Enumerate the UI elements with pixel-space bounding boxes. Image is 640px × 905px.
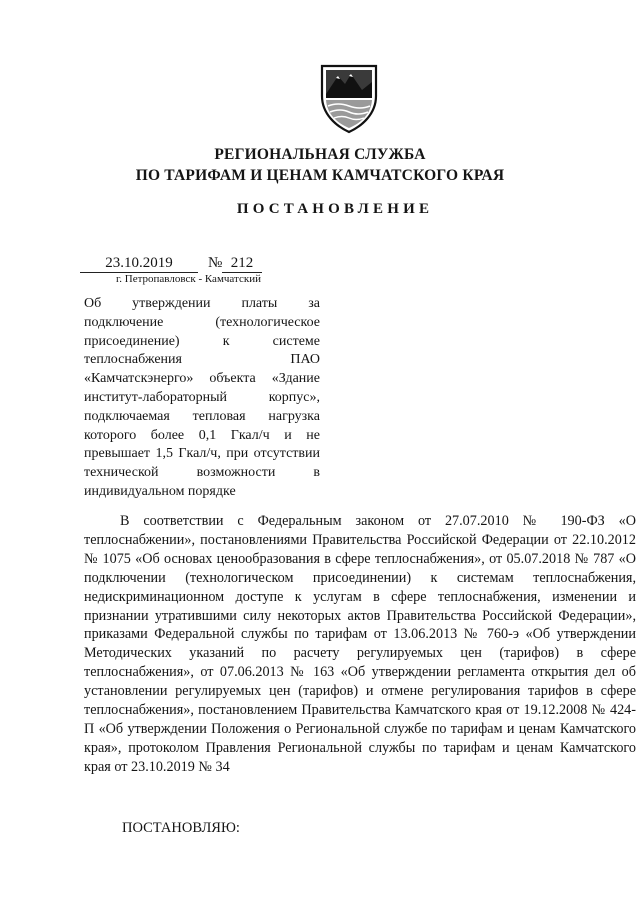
preamble-paragraph: В соответствии с Федеральным законом от 27.07.2010 № 190-ФЗ «О теплоснабжении», постановлениями Правительства Российской Федерации от 22.10.2012 № 1075 «Об основах ценообразования в сфере теплоснабжения», от 05.07.2018 № 787 «О подключении (технологическом присоединении) к системам теплоснабжения, недискриминационном доступе к услугам в сфере теплоснабжения, изменении и признании утратившими силу некоторых актов Правительства Российской Федерации», приказами Федеральной службы по тарифам от 13.06.2013 № 760-э «Об утверждении Методических указаний по расчету регулируемых цен (тарифов) в сфере теплоснабжения», от 07.06.2013 № 163 «Об утверждении регламента открытия дел об установлении регулируемых цен (тарифов) и отмене регулирования тарифов в сфере теплоснабжения», постановлением Правительства Камчатского края от 19.12.2008 № 424-П «Об утверждении Положения о Региональной службе по тарифам и ценам Камчатского края», протоколом Правления Региональной службы по тарифам и ценам Камчатского края от 23.10.2019 № 34 <box>84 513 636 775</box>
agency-name-line-2: ПО ТАРИФАМ И ЦЕНАМ КАМЧАТСКОГО КРАЯ <box>135 167 505 184</box>
agency-name-line-1: РЕГИОНАЛЬНАЯ СЛУЖБА <box>214 146 426 163</box>
document-subject: Об утверждении платы за подключение (технологическое присоединение) к системе теплоснабжения ПАО «Камчатскэнерго» объекта «Здание институт-лабораторный корпус», подключаемая тепловая нагрузка которого более 0,1 Гкал/ч и не превышает 1,5 Гкал/ч, при отсутствии технической возможности в индивидуальном порядке <box>84 296 320 499</box>
document-type-title: ПОСТАНОВЛЕНИЕ <box>236 201 434 217</box>
document-date: 23.10.2019 <box>80 255 198 273</box>
city-name: г. Петропавловск - Камчатский <box>116 273 261 285</box>
document-number: 212 <box>222 255 262 273</box>
resolve-heading: ПОСТАНОВЛЯЮ: <box>122 820 240 836</box>
number-sign: № <box>208 255 223 271</box>
coat-of-arms-icon <box>318 62 380 134</box>
